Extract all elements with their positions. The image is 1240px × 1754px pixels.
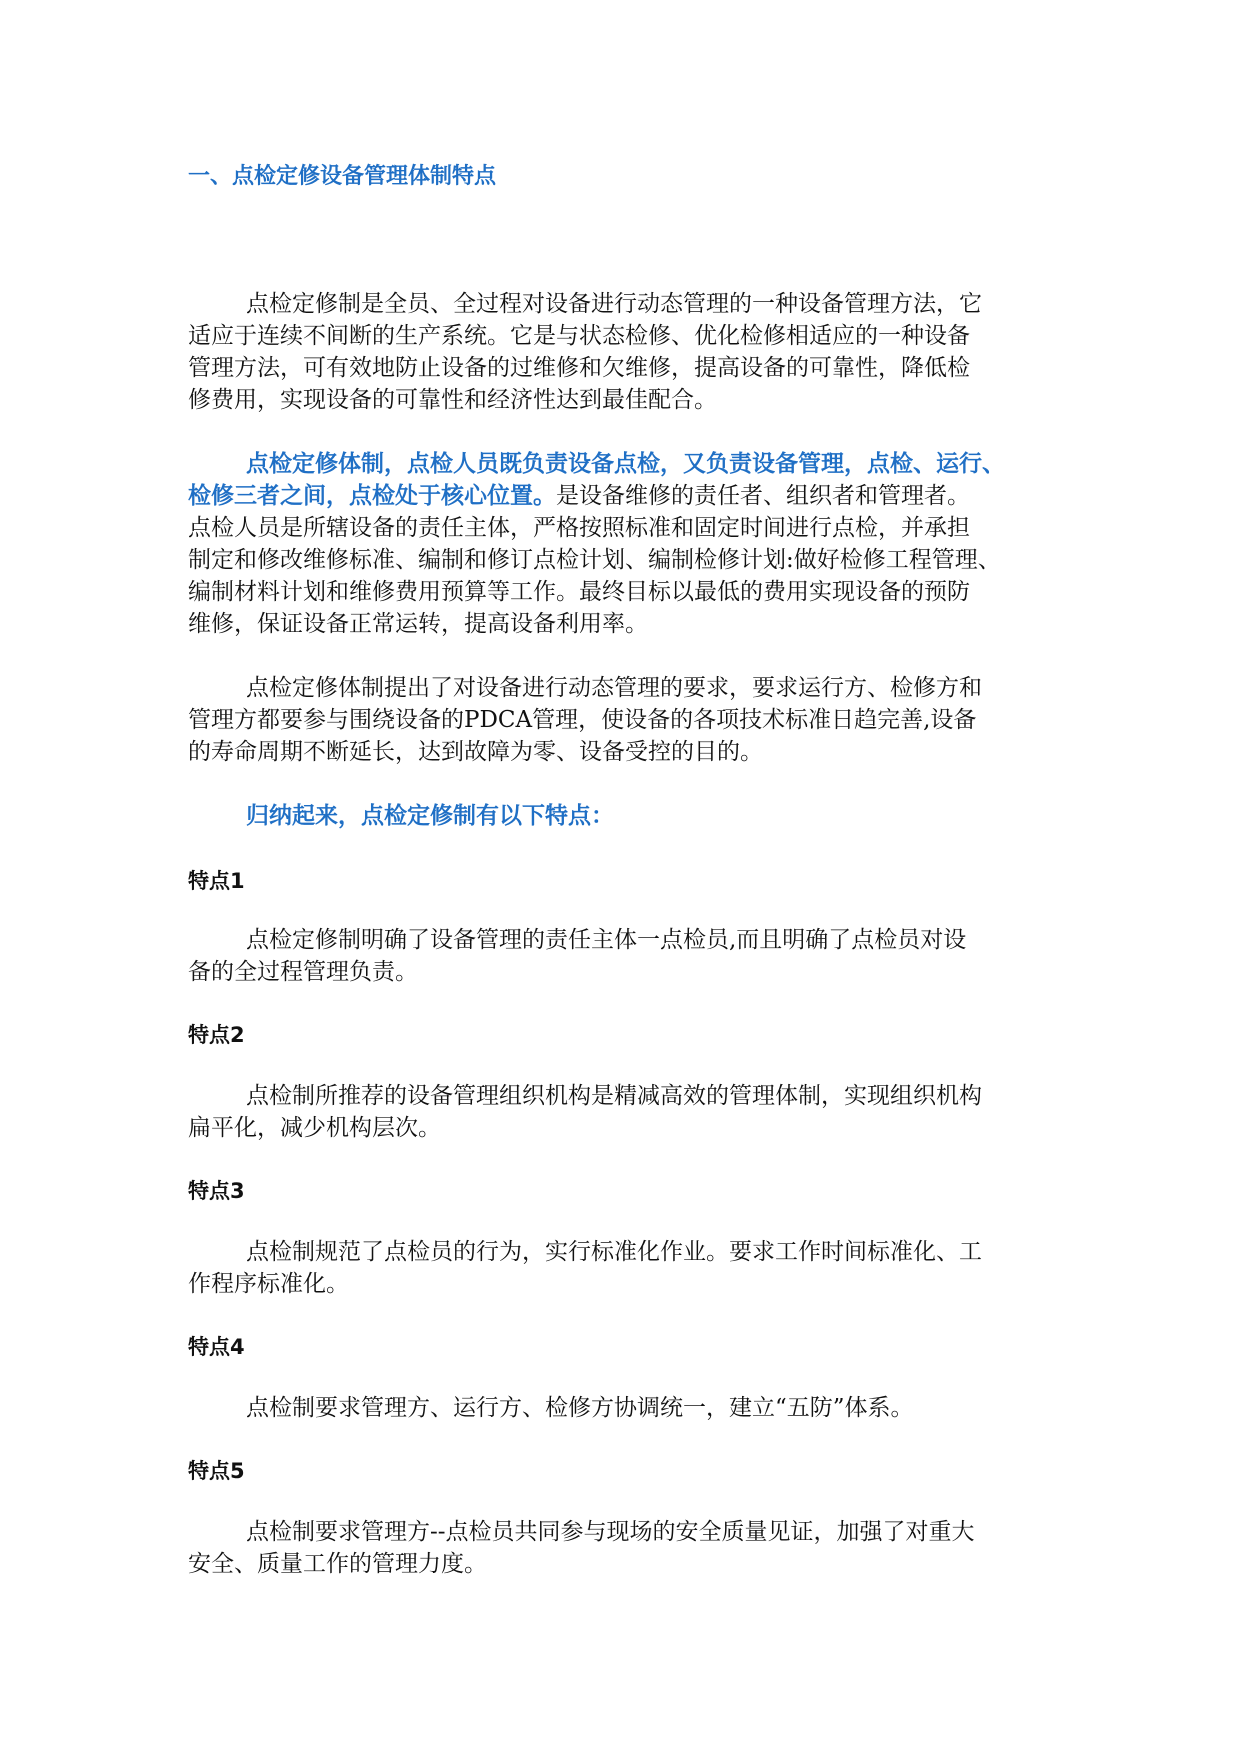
- paragraph-line: 点检制所推荐的设备管理组织机构是精减高效的管理体制，实现组织机构: [246, 1083, 982, 1109]
- paragraph-line: 点检定修体制提出了对设备进行动态管理的要求，要求运行方、检修方和: [246, 675, 982, 701]
- paragraph-line: 适应于连续不间断的生产系统。它是与状态检修、优化检修相适应的一种设备: [188, 323, 970, 349]
- paragraph-line: [188, 448, 1068, 480]
- highlight-text: 检修三者之间，点检处于核心位置。: [188, 483, 556, 509]
- feature-body: [188, 924, 1068, 988]
- paragraph-line: 点检制规范了点检员的行为，实行标准化作业。要求工作时间标准化、工: [246, 1239, 982, 1265]
- paragraph-line: 点检人员是所辖设备的责任主体，严格按照标准和固定时间进行点检，并承担: [188, 515, 970, 541]
- paragraph-line: 点检制要求管理方--点检员共同参与现场的安全质量见证，加强了对重大: [246, 1519, 975, 1545]
- feature-body: [188, 1080, 1068, 1144]
- paragraph-line: 点检定修制是全员、全过程对设备进行动态管理的一种设备管理方法，它: [246, 291, 982, 317]
- paragraph-line: 编制材料计划和维修费用预算等工作。最终目标以最低的费用实现设备的预防: [188, 579, 970, 605]
- feature-title: 特点5: [188, 1459, 245, 1483]
- paragraph-line: 备的全过程管理负责。: [188, 959, 418, 985]
- paragraph-line: 作程序标准化。: [188, 1271, 349, 1297]
- feature-title: 特点4: [188, 1335, 245, 1359]
- feature-title: 特点1: [188, 869, 245, 893]
- feature-title: 特点3: [188, 1179, 245, 1203]
- highlight-text: 点检定修体制，点检人员既负责设备点检，又负责设备管理，点检、运行、: [246, 451, 1005, 477]
- paragraph-line: 制定和修改维修标准、编制和修订点检计划、编制检修计划:做好检修工程管理、: [188, 547, 1001, 573]
- paragraph-line: 管理方法，可有效地防止设备的过维修和欠维修，提高设备的可靠性，降低检: [188, 355, 970, 381]
- summary-text: 归纳起来，点检定修制有以下特点：: [246, 803, 614, 829]
- paragraph-line: 修费用，实现设备的可靠性和经济性达到最佳配合。: [188, 387, 717, 413]
- paragraph-line: 的寿命周期不断延长，达到故障为零、设备受控的目的。: [188, 739, 763, 765]
- feature-body: [188, 1392, 1068, 1424]
- feature-title: 特点2: [188, 1023, 245, 1047]
- paragraph-line: 安全、质量工作的管理力度。: [188, 1551, 487, 1577]
- paragraph-line: 点检制要求管理方、运行方、检修方协调统一，建立“五防”体系。: [246, 1395, 914, 1421]
- paragraph-line: 点检定修制明确了设备管理的责任主体一点检员,而且明确了点检员对设: [246, 927, 967, 953]
- paragraph-intro: [188, 288, 1068, 416]
- paragraph-core-position: [188, 448, 1068, 640]
- paragraph-line: 检修三者之间，点检处于核心位置。是设备维修的责任者、组织者和管理者。: [188, 483, 970, 509]
- paragraph-pdca: [188, 672, 1068, 768]
- paragraph-line: 管理方都要参与围绕设备的PDCA管理，使设备的各项技术标准日趋完善,设备: [188, 707, 977, 733]
- section-heading: 一、点检定修设备管理体制特点: [188, 164, 497, 189]
- feature-body: [188, 1236, 1068, 1300]
- paragraph-line: 维修，保证设备正常运转，提高设备利用率。: [188, 611, 648, 637]
- summary-line: [188, 800, 1068, 832]
- paragraph-line: 扁平化，减少机构层次。: [188, 1115, 441, 1141]
- feature-body: [188, 1516, 1068, 1580]
